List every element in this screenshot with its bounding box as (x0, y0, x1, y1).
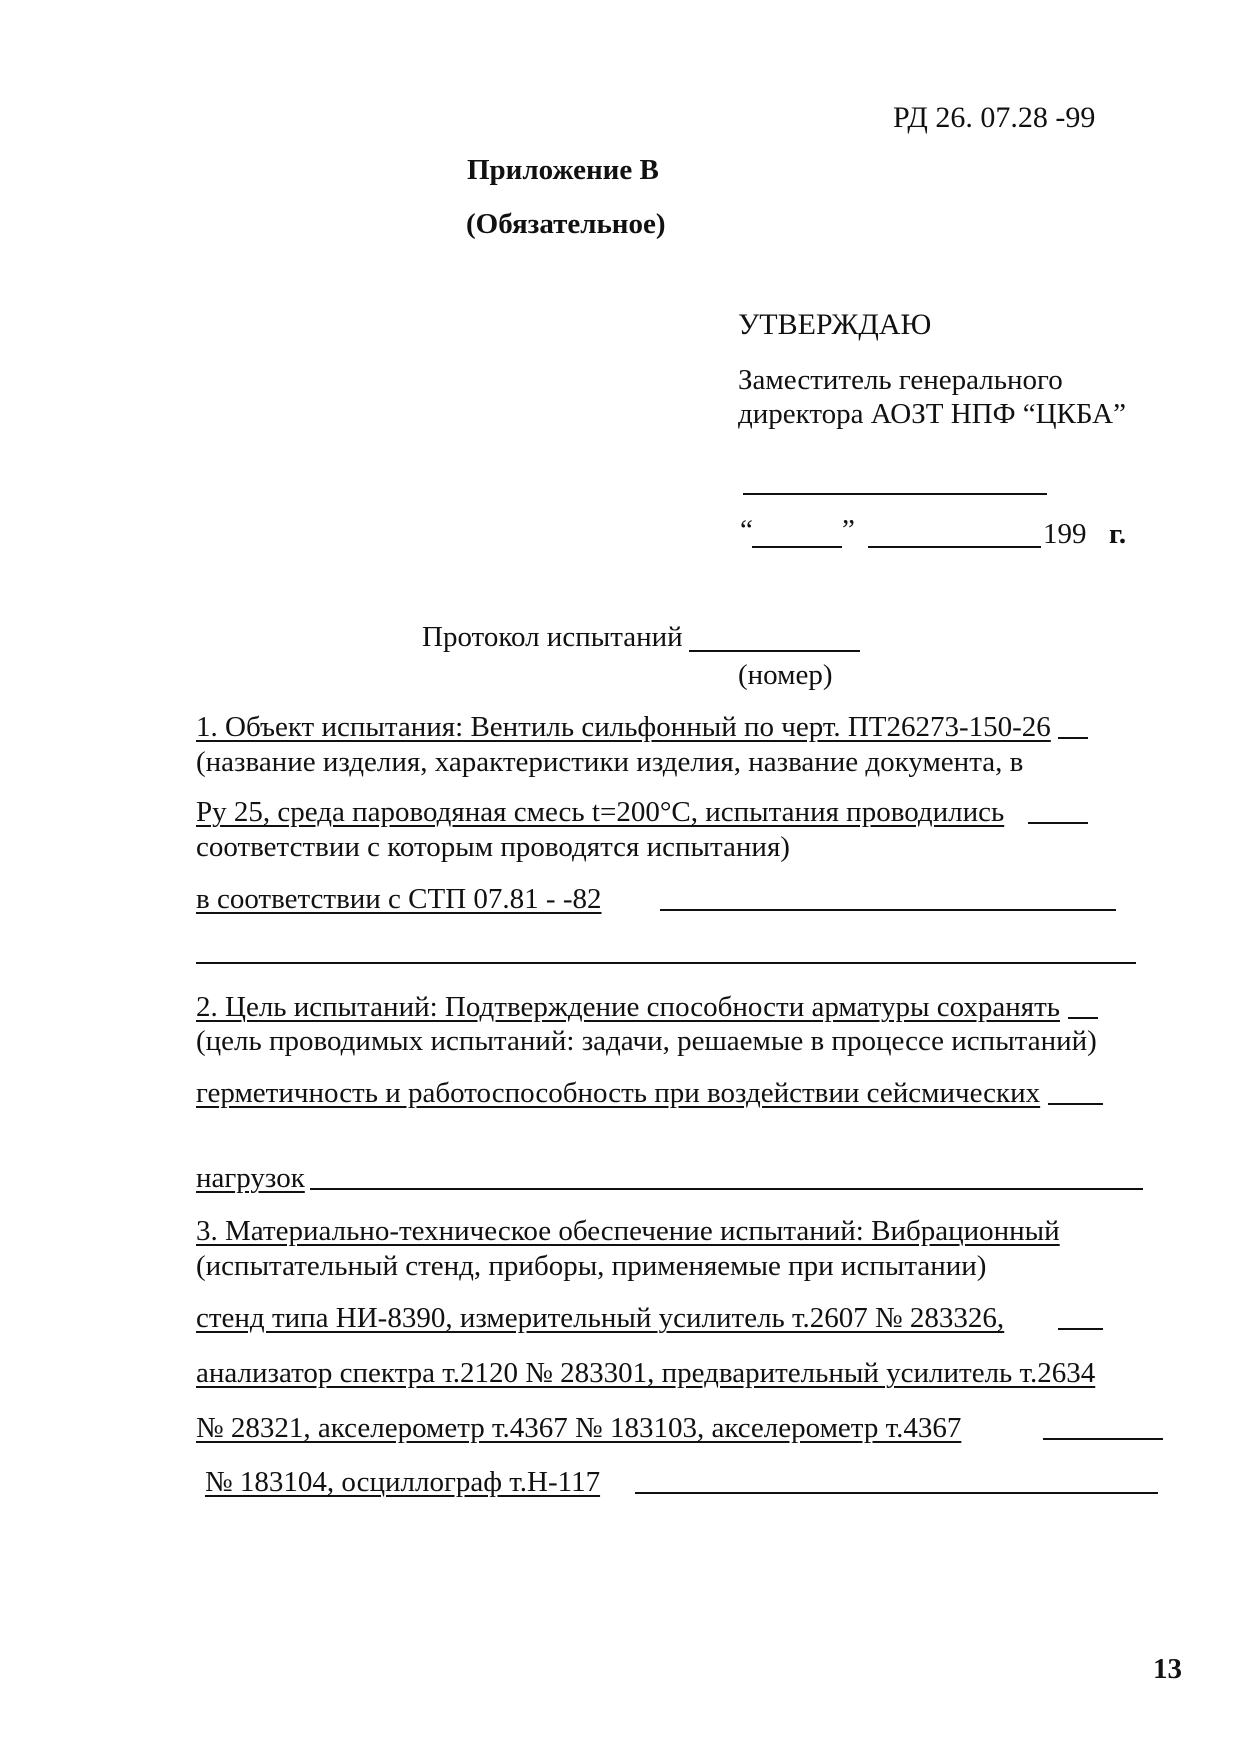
protocol-number-hint: (номер) (738, 659, 833, 691)
date-close-quote: ” (842, 514, 855, 546)
date-day-line (752, 546, 842, 548)
section1-standard-line: в соответствии с СТП 07.81 - -82 (196, 883, 602, 915)
section1-object-fill (1058, 737, 1088, 739)
section2-continuation-fill (1048, 1103, 1103, 1105)
appendix-title: Приложение В (467, 154, 659, 186)
protocol-title: Протокол испытаний (422, 621, 683, 653)
section2-purpose-continuation: герметичность и работоспособность при воздействии сейсмических (196, 1077, 1041, 1109)
section1-object-line: 1. Объект испытания: Вентиль сильфонный по черт. ПТ26273-150-26 (196, 711, 1051, 743)
date-year-suffix: г. (1109, 518, 1127, 550)
section3-equipment-fill1 (1058, 1328, 1103, 1330)
protocol-number-line (689, 650, 860, 652)
section2-purpose-line: 2. Цель испытаний: Подтверждение способности арматуры сохранять (196, 991, 1060, 1023)
section2-purpose-fill (1068, 1017, 1098, 1019)
section3-equipment-line4: № 183104, осциллограф т.Н-117 (205, 1466, 601, 1498)
approval-position-line1: Заместитель генерального (738, 364, 1063, 396)
section1-document-hint: соответствии с которым проводятся испытания) (196, 831, 790, 863)
section2-purpose-hint: (цель проводимых испытаний: задачи, решаемые в процессе испытаний) (196, 1025, 1097, 1057)
section3-equipment-line2: анализатор спектра т.2120 № 283301, предварительный усилитель т.2634 (196, 1357, 1096, 1389)
section3-equipment-line3: № 28321, акселерометр т.4367 № 183103, акселерометр т.4367 (196, 1412, 962, 1444)
section1-standard-fill (660, 909, 1116, 911)
section3-material-line: 3. Материально-техническое обеспечение испытаний: Вибрационный (196, 1215, 1060, 1247)
section3-equipment-fill4 (635, 1492, 1158, 1494)
page-number: 13 (1153, 1653, 1182, 1685)
approval-position-line2: директора АОЗТ НПФ “ЦКБА” (738, 398, 1126, 430)
section1-blank-line (196, 962, 1136, 964)
appendix-note: (Обязательное) (466, 208, 666, 240)
section3-equipment-fill3 (1043, 1438, 1163, 1440)
section2-purpose-end: нагрузок (196, 1162, 305, 1194)
date-month-line (868, 546, 1041, 548)
document-code: РД 26. 07.28 -99 (893, 101, 1096, 134)
section2-end-fill (310, 1188, 1143, 1190)
signature-line (743, 493, 1047, 495)
section3-equipment-line1: стенд типа НИ-8390, измерительный усилитель т.2607 № 283326, (196, 1302, 1005, 1334)
section1-object-hint: (название изделия, характеристики изделия, название документа, в (196, 746, 1024, 778)
section3-material-hint: (испытательный стенд, приборы, применяемые при испытании) (196, 1250, 987, 1282)
section1-conditions-line: Ру 25, среда пароводяная смесь t=200°С, испытания проводились (196, 796, 1005, 828)
date-year: 199 (1043, 518, 1087, 550)
section1-conditions-fill (1028, 822, 1088, 824)
approval-heading: УТВЕРЖДАЮ (738, 308, 932, 341)
date-open-quote: “ (740, 514, 753, 546)
